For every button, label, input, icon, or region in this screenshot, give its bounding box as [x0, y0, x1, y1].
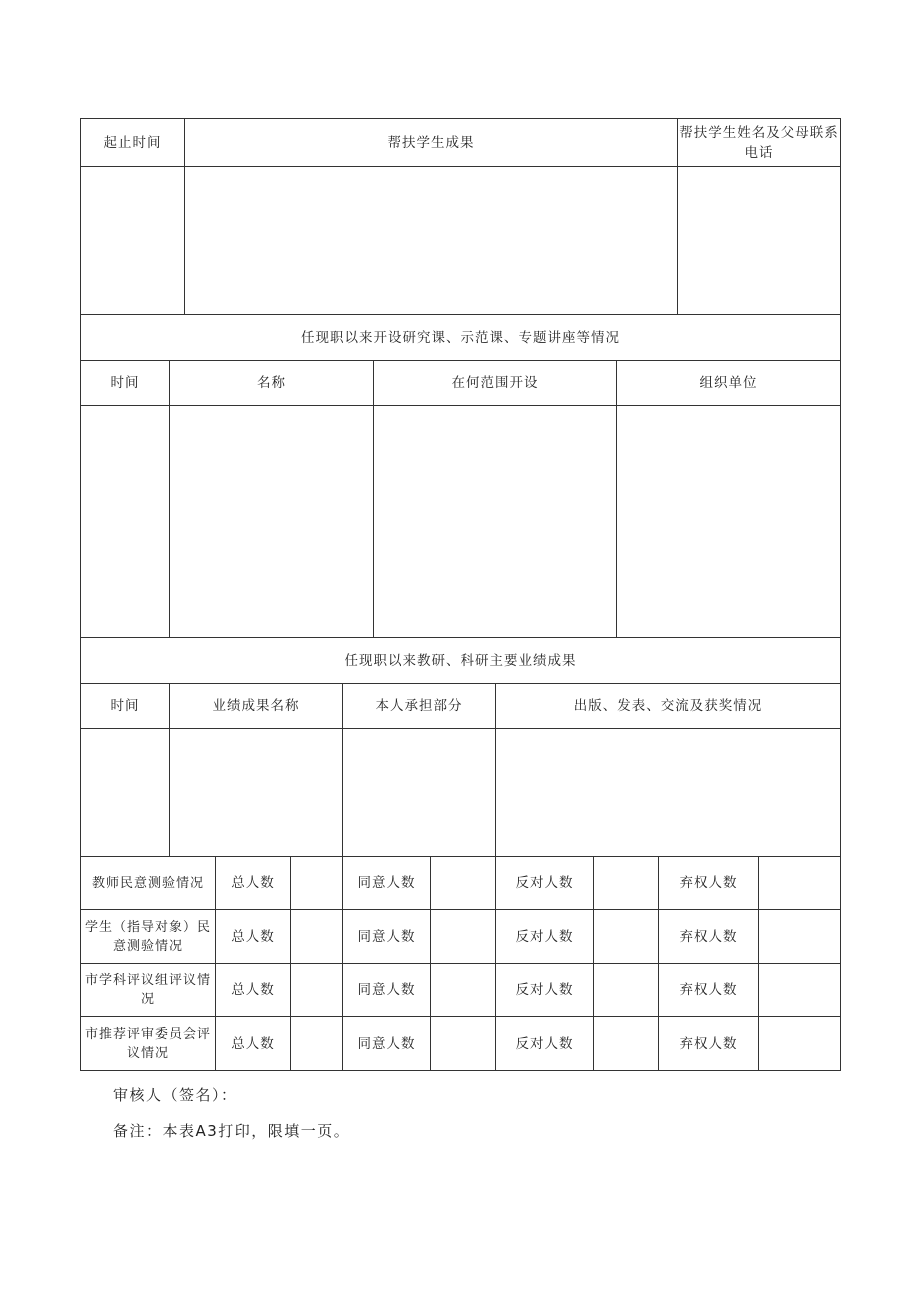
- agree-value-cell[interactable]: [431, 964, 496, 1017]
- agree-value-cell[interactable]: [431, 1017, 496, 1071]
- courses-scope-cell[interactable]: [374, 406, 617, 638]
- abstain-value-cell[interactable]: [759, 910, 841, 964]
- abstain-value-cell[interactable]: [759, 857, 841, 910]
- vote-row: [81, 1017, 841, 1071]
- courses-col-scope: 在何范围开设: [374, 361, 617, 406]
- vote-row: [81, 964, 841, 1017]
- abstain-value-cell[interactable]: [759, 964, 841, 1017]
- oppose-value-cell[interactable]: [594, 964, 659, 1017]
- col-contact-header: 帮扶学生姓名及父母联系电话: [678, 119, 841, 167]
- research-col-part: 本人承担部分: [343, 684, 496, 729]
- total-label: 总人数: [216, 1017, 291, 1071]
- oppose-label: 反对人数: [496, 1017, 594, 1071]
- result-cell[interactable]: [185, 167, 678, 315]
- total-value-cell[interactable]: [291, 1017, 343, 1071]
- vote-row: [81, 910, 841, 964]
- oppose-value-cell[interactable]: [594, 857, 659, 910]
- remark-note: 备注：本表A3打印，限填一页。: [113, 1122, 351, 1140]
- oppose-value-cell[interactable]: [594, 1017, 659, 1071]
- research-section-title: 任现职以来教研、科研主要业绩成果: [81, 638, 841, 684]
- contact-cell[interactable]: [678, 167, 841, 315]
- research-name-cell[interactable]: [170, 729, 343, 857]
- courses-table: [80, 314, 841, 638]
- abstain-label: 弃权人数: [659, 910, 759, 964]
- reviewer-signature-label: 审核人（签名）：: [113, 1086, 238, 1104]
- vote-row-label: 学生（指导对象）民意测验情况: [81, 910, 216, 964]
- research-table: [80, 637, 841, 857]
- agree-value-cell[interactable]: [431, 910, 496, 964]
- oppose-label: 反对人数: [496, 964, 594, 1017]
- courses-time-cell[interactable]: [81, 406, 170, 638]
- total-label: 总人数: [216, 910, 291, 964]
- vote-row-label: 市学科评议组评议情况: [81, 964, 216, 1017]
- total-value-cell[interactable]: [291, 857, 343, 910]
- research-col-name: 业绩成果名称: [170, 684, 343, 729]
- courses-col-name: 名称: [170, 361, 374, 406]
- votes-table: [80, 856, 841, 1071]
- oppose-value-cell[interactable]: [594, 910, 659, 964]
- agree-value-cell[interactable]: [431, 857, 496, 910]
- total-value-cell[interactable]: [291, 964, 343, 1017]
- help-students-table: [80, 118, 841, 315]
- vote-row-label: 教师民意测验情况: [81, 857, 216, 910]
- agree-label: 同意人数: [343, 964, 431, 1017]
- research-publish-cell[interactable]: [496, 729, 841, 857]
- total-value-cell[interactable]: [291, 910, 343, 964]
- agree-label: 同意人数: [343, 1017, 431, 1071]
- abstain-label: 弃权人数: [659, 1017, 759, 1071]
- oppose-label: 反对人数: [496, 857, 594, 910]
- research-col-time: 时间: [81, 684, 170, 729]
- courses-section-title: 任现职以来开设研究课、示范课、专题讲座等情况: [81, 315, 841, 361]
- research-time-cell[interactable]: [81, 729, 170, 857]
- courses-col-time: 时间: [81, 361, 170, 406]
- courses-org-cell[interactable]: [617, 406, 841, 638]
- vote-row-label: 市推荐评审委员会评议情况: [81, 1017, 216, 1071]
- col-result-header: 帮扶学生成果: [185, 119, 678, 167]
- agree-label: 同意人数: [343, 857, 431, 910]
- abstain-label: 弃权人数: [659, 857, 759, 910]
- courses-name-cell[interactable]: [170, 406, 374, 638]
- total-label: 总人数: [216, 964, 291, 1017]
- abstain-label: 弃权人数: [659, 964, 759, 1017]
- abstain-value-cell[interactable]: [759, 1017, 841, 1071]
- oppose-label: 反对人数: [496, 910, 594, 964]
- period-cell[interactable]: [81, 167, 185, 315]
- col-period-header: 起止时间: [81, 119, 185, 167]
- agree-label: 同意人数: [343, 910, 431, 964]
- vote-row: [81, 857, 841, 910]
- courses-col-org: 组织单位: [617, 361, 841, 406]
- research-col-publish: 出版、发表、交流及获奖情况: [496, 684, 841, 729]
- research-part-cell[interactable]: [343, 729, 496, 857]
- total-label: 总人数: [216, 857, 291, 910]
